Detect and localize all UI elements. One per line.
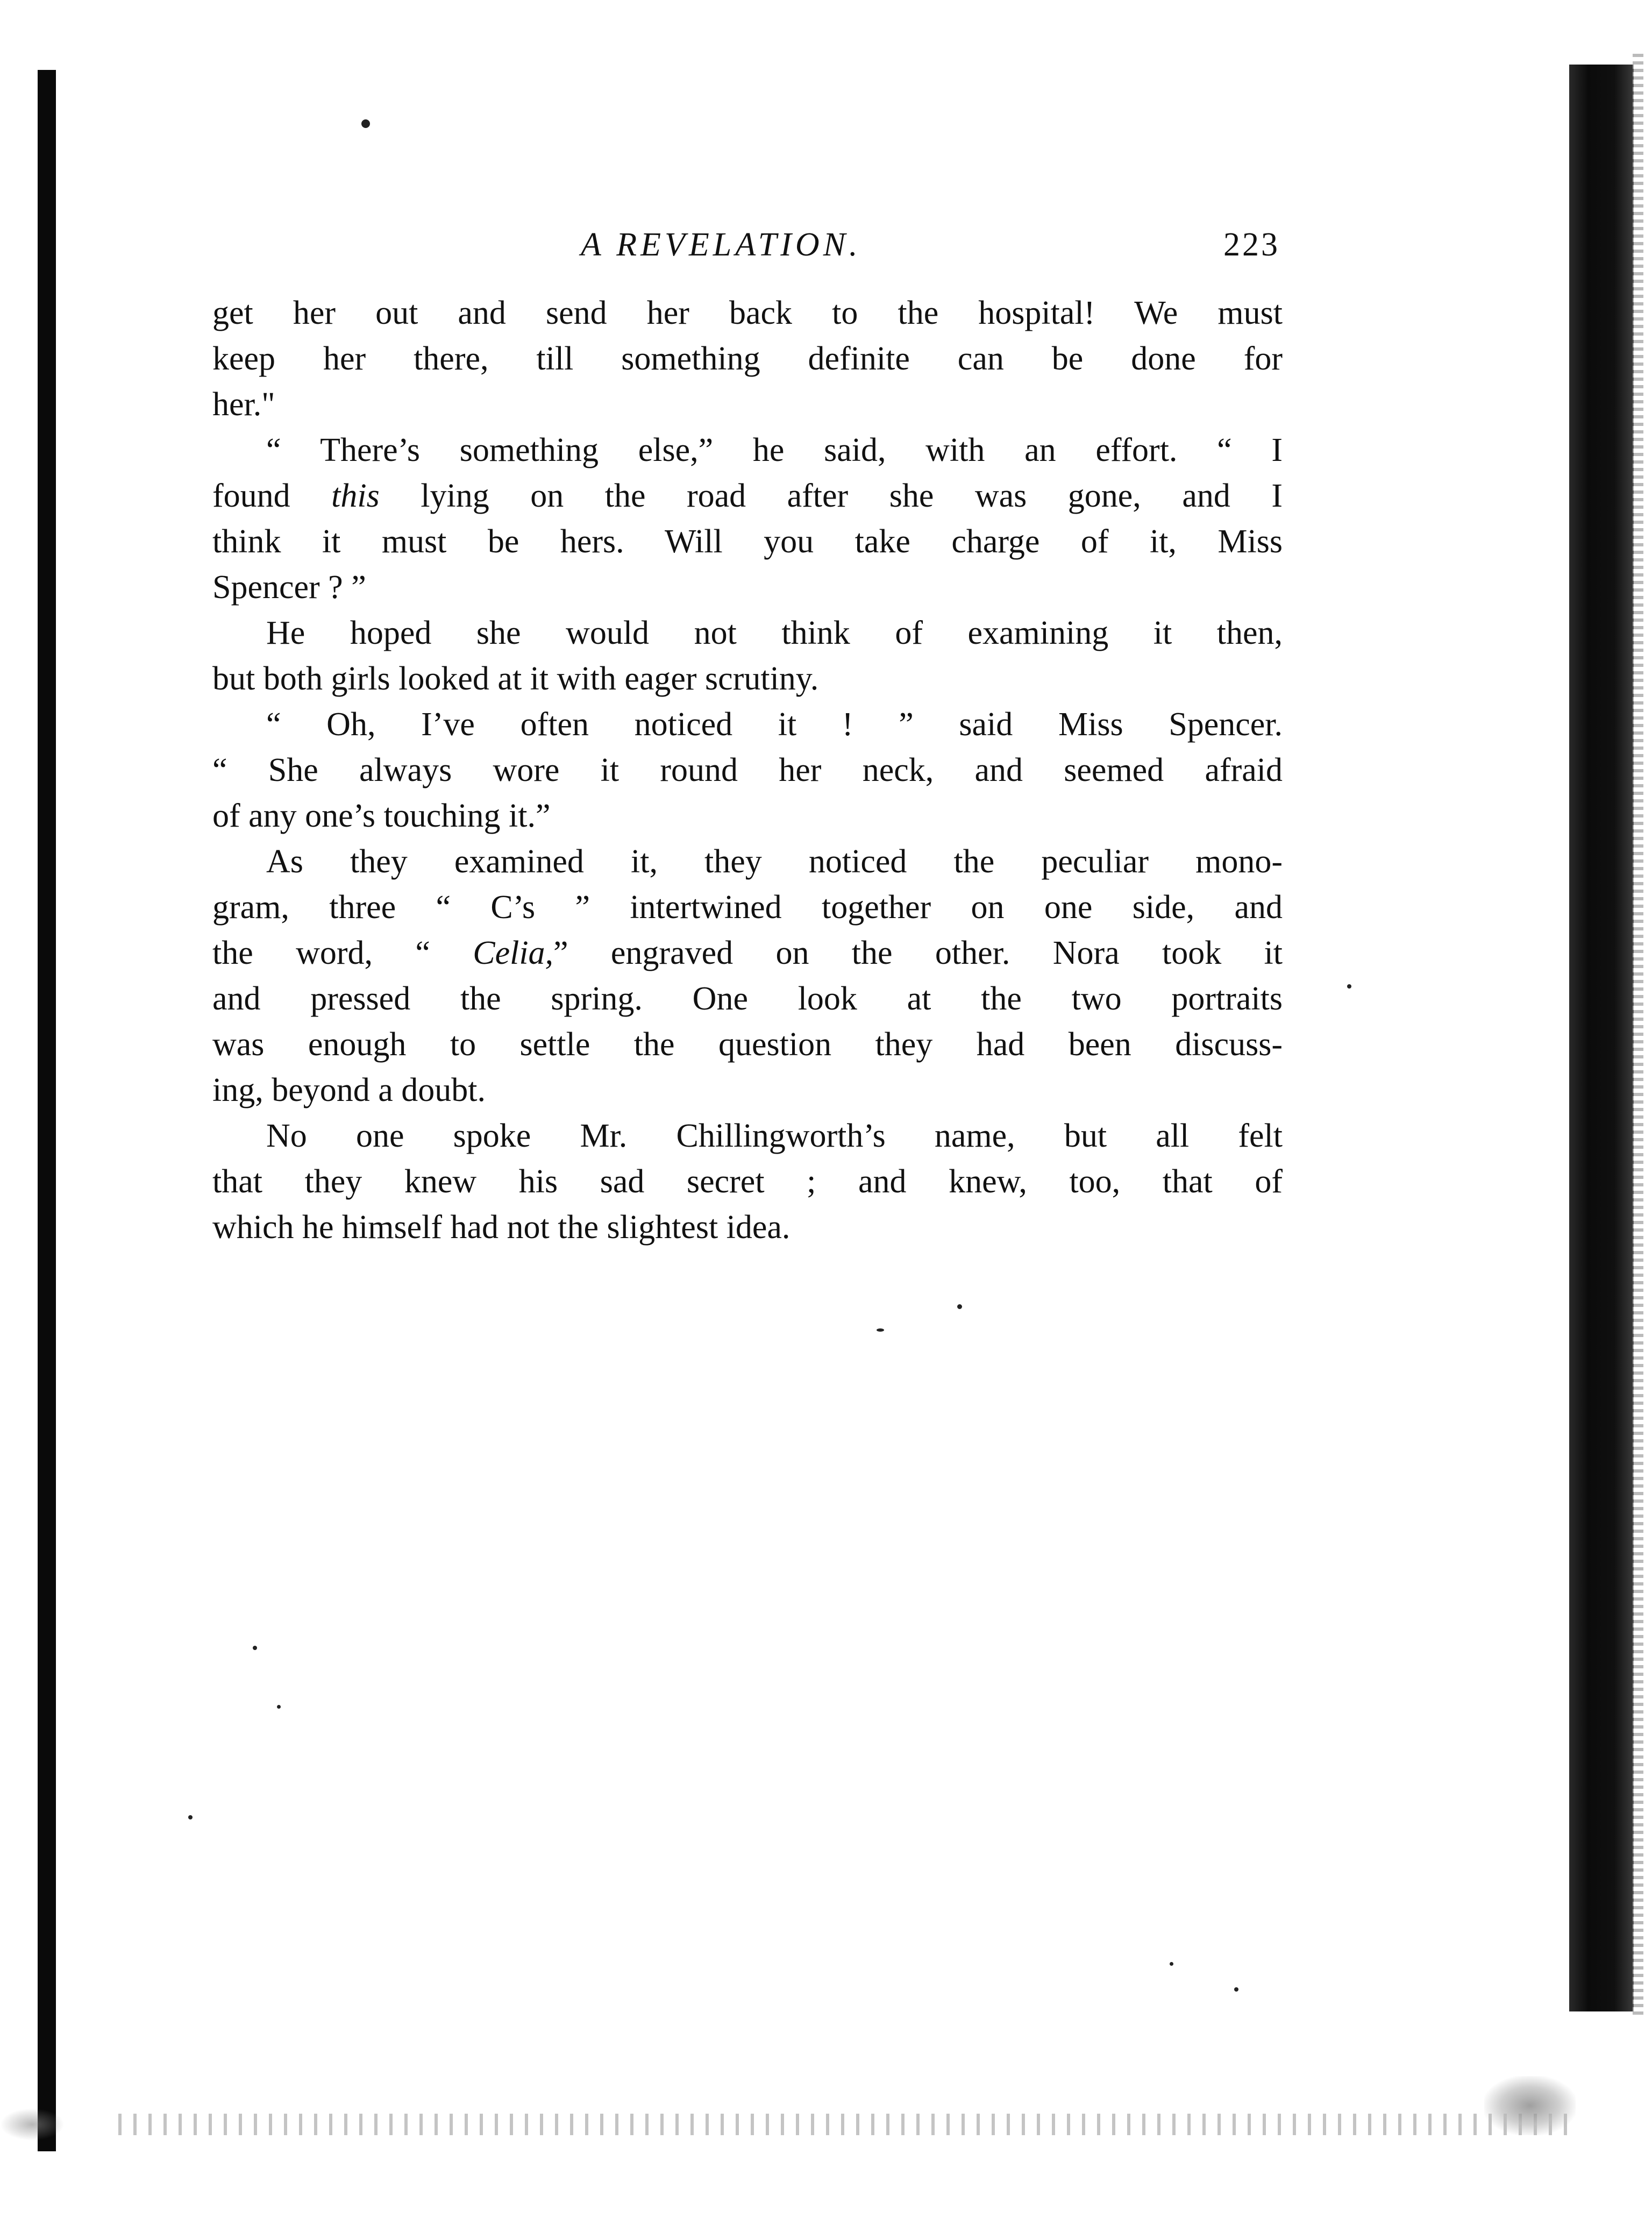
text-line: think it must be hers. Will you take charge of it, Miss <box>212 523 1283 560</box>
text-line: He hoped she would not think of examining it then, <box>266 615 1283 651</box>
text-run: ” engraved on the other. Nora took it <box>553 935 1283 971</box>
paragraph <box>212 610 1283 702</box>
text-line <box>212 473 1283 519</box>
italic-word: this <box>331 478 380 514</box>
text-line: but both girls looked at it with eager scrutiny. <box>212 660 819 697</box>
text-line: “ Oh, I’ve often noticed it ! ” said Miss Spencer. <box>266 706 1283 743</box>
ink-speck <box>957 1304 962 1309</box>
text-run: lying on the road after she was gone, and I <box>379 478 1283 514</box>
text-line: which he himself had not the slightest idea. <box>212 1209 791 1246</box>
text-line: get her out and send her back to the hospital! We must <box>212 295 1283 331</box>
scan-corner-smudge <box>1484 2076 1576 2135</box>
paragraph <box>212 290 1283 428</box>
ink-speck <box>1347 984 1351 989</box>
text-line: was enough to settle the question they had been discuss- <box>212 1026 1283 1063</box>
ink-speck <box>1234 1987 1238 1992</box>
text-line: her." <box>212 386 275 423</box>
text-line: of any one’s touching it.” <box>212 798 551 834</box>
chapter-title: A REVELATION. <box>581 226 861 263</box>
text-line: keep her there, till something definite can be done for <box>212 340 1283 377</box>
ink-speck <box>188 1815 193 1819</box>
scan-border-right <box>1569 65 1634 2011</box>
ink-speck <box>277 1705 281 1709</box>
scan-edge-noise <box>1633 54 1643 2017</box>
body-text <box>212 290 1283 1250</box>
paragraph <box>212 702 1283 839</box>
ink-speck <box>361 119 370 128</box>
text-line: Spencer ? ” <box>212 569 366 606</box>
paragraph <box>212 428 1283 610</box>
scan-border-left <box>38 70 56 2151</box>
text-run: the word, “ <box>212 935 473 971</box>
text-line: and pressed the spring. One look at the two portraits <box>212 980 1283 1017</box>
page-number: 223 <box>1223 226 1280 263</box>
ink-speck <box>1170 1962 1173 1966</box>
scan-bottom-noise <box>118 2114 1570 2135</box>
running-head <box>215 221 1280 269</box>
text-line: As they examined it, they noticed the peculiar mono- <box>266 843 1283 880</box>
text-line: “ She always wore it round her neck, and seemed afraid <box>212 752 1283 788</box>
text-line: “ There’s something else,” he said, with an effort. “ I <box>266 432 1283 468</box>
italic-word: Celia, <box>473 935 554 971</box>
text-line <box>212 930 1283 976</box>
text-line: ing, beyond a doubt. <box>212 1072 486 1108</box>
scan-left-smudge <box>0 2108 65 2141</box>
text-line: No one spoke Mr. Chillingworth’s name, but all felt <box>266 1118 1283 1154</box>
ink-speck <box>877 1328 884 1332</box>
text-line: that they knew his sad secret ; and knew, too, that of <box>212 1163 1283 1200</box>
paragraph <box>212 1113 1283 1250</box>
paragraph <box>212 839 1283 1113</box>
ink-speck <box>253 1646 257 1650</box>
text-run: found <box>212 478 332 514</box>
text-line: gram, three “ C’s ” intertwined together on one side, and <box>212 889 1283 926</box>
